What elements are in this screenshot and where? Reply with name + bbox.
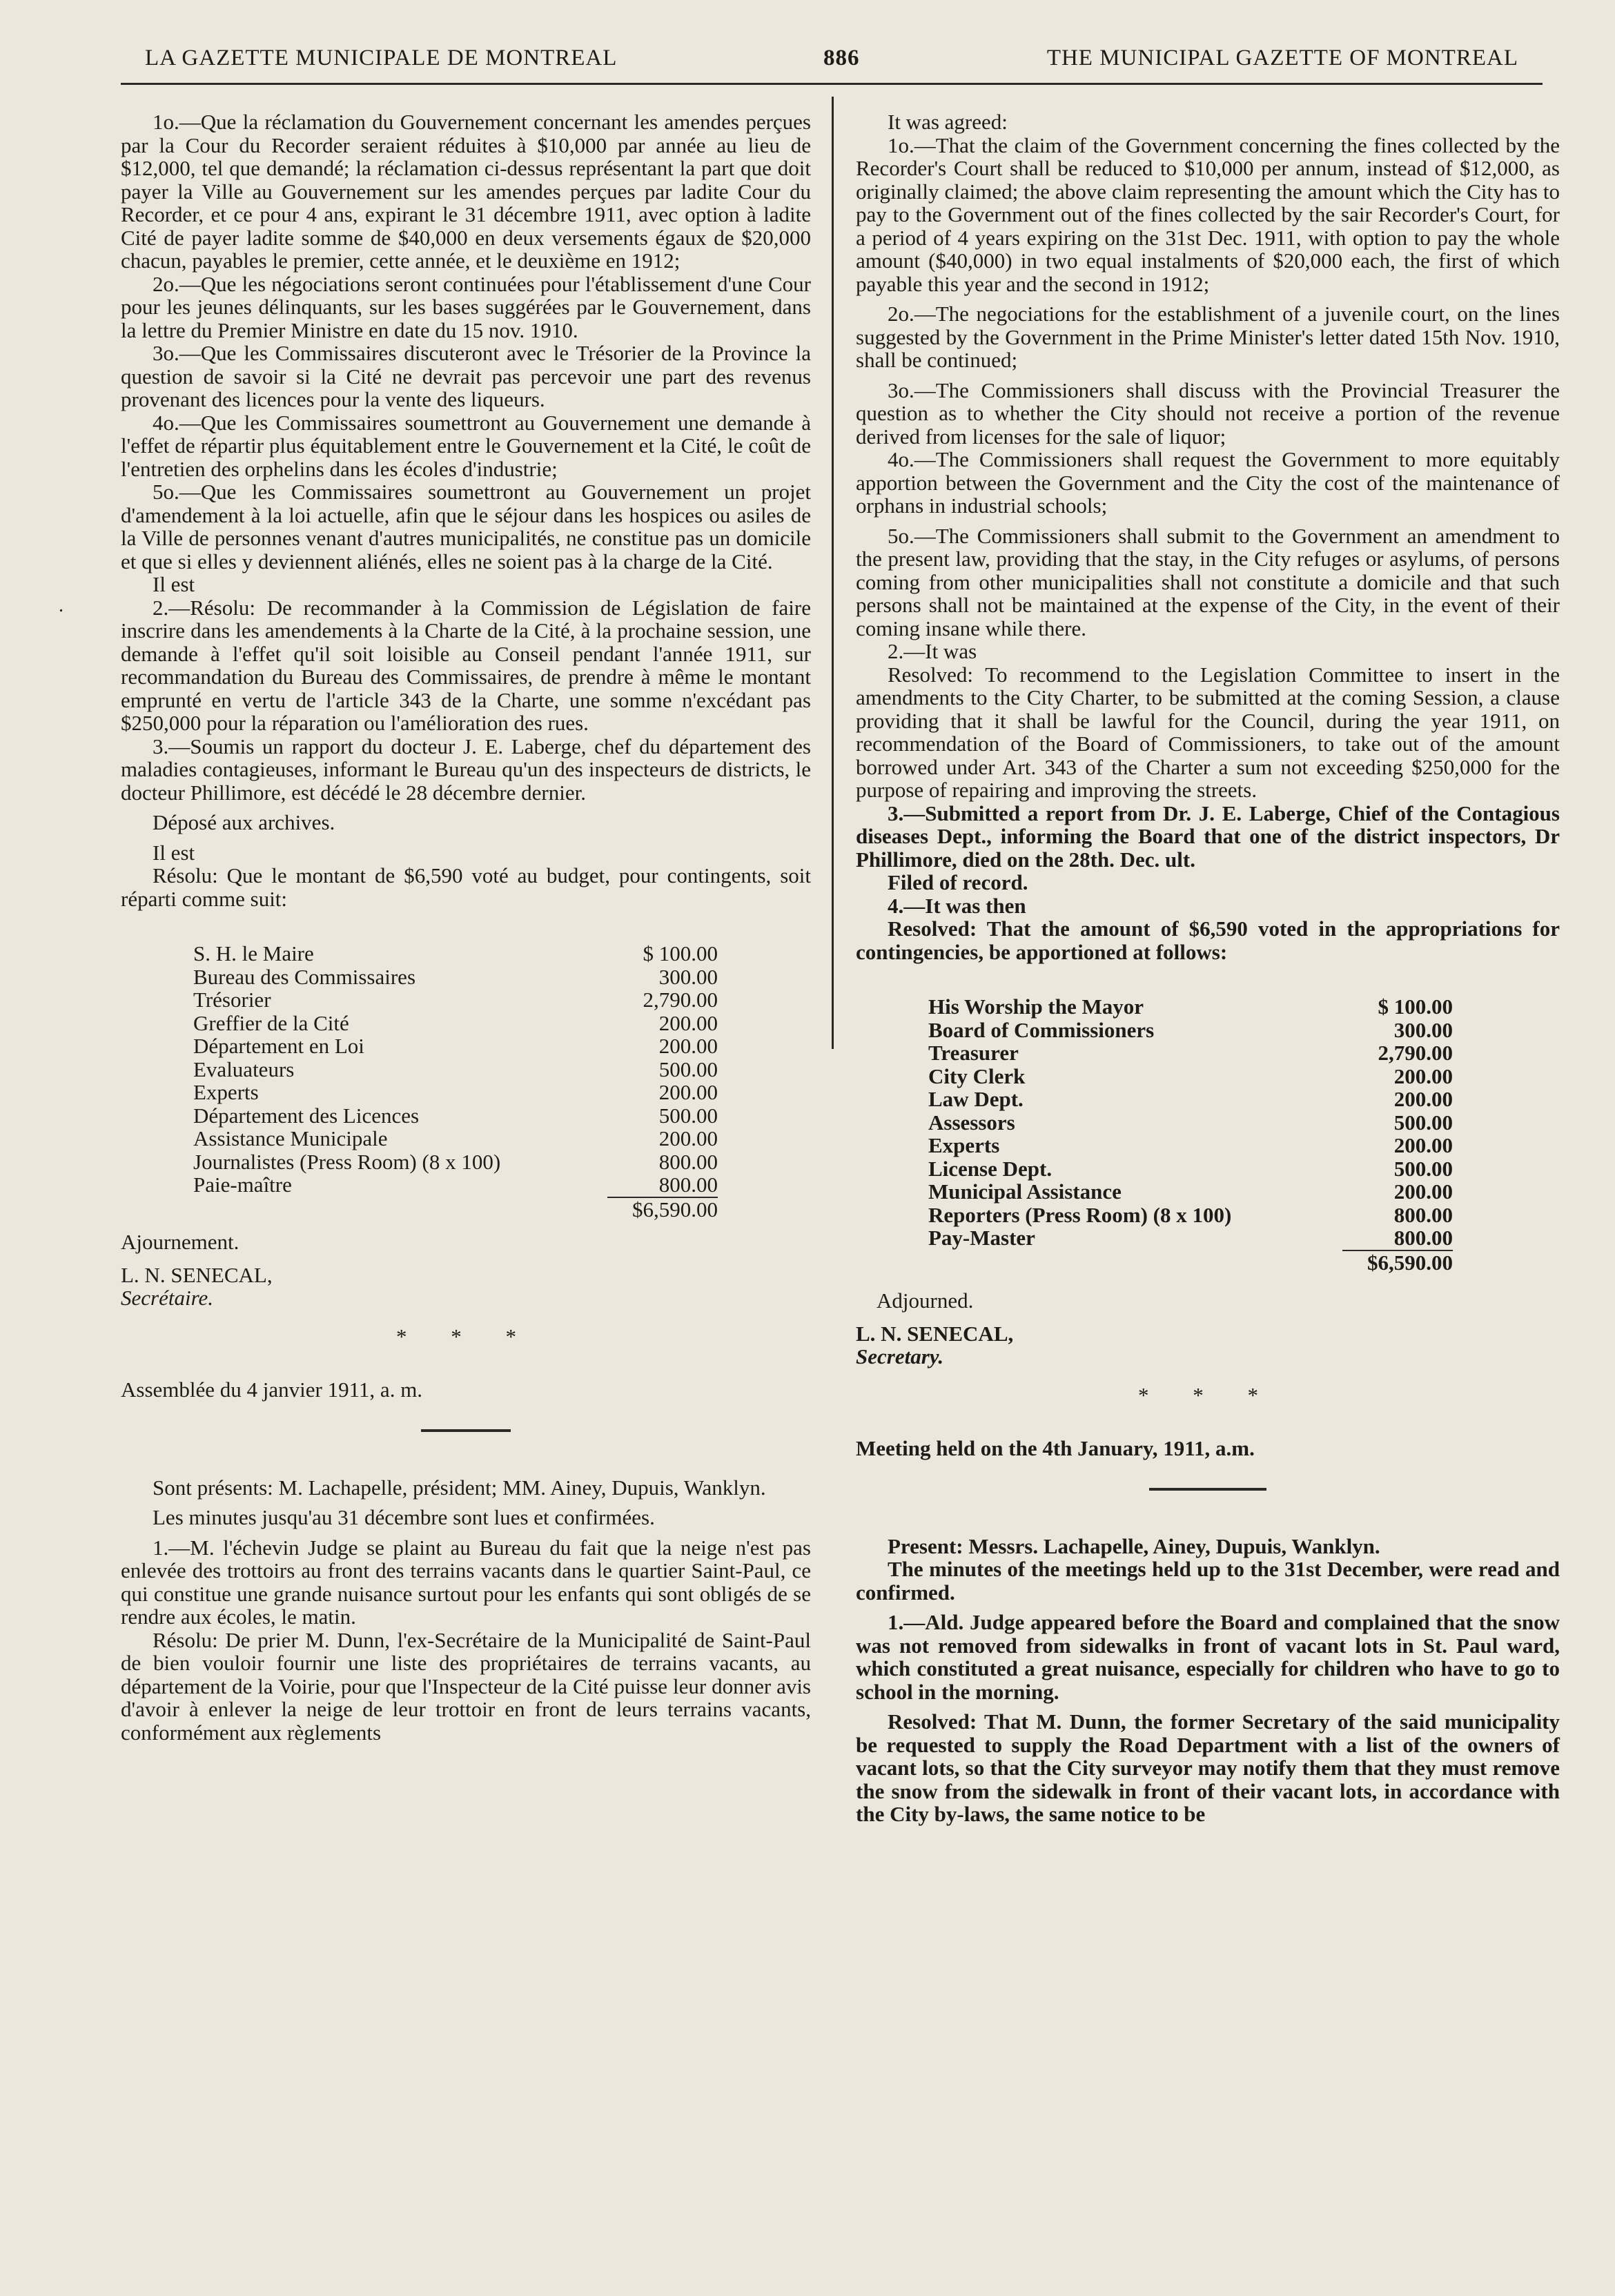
table-row	[928, 1134, 1453, 1157]
paragraph: Il est	[153, 572, 195, 596]
paragraph: 1o.—Que la réclamation du Gouvernement concernant les amendes perçues par la Cour du Recorder seraient réduites à $10,000 par année au lieu de $12,000, tel que demandé; la réclamation ci-dessus représentant la part que doit payer la Ville au Gouvernement sur les amendes perçues par ladite Cour du Recorder, et ce pour 4 ans, expirant le 31 décembre 1911, avec option à ladite Cité de payer ladite somme de $40,000 en deux versements égaux de $20,000 chacun, payables le premier, cette année, et le deuxième en 1912;	[121, 110, 811, 273]
budget-amount: 2,790.00	[643, 988, 718, 1012]
budget-amount: $ 100.00	[1378, 994, 1453, 1019]
budget-label: Pay-Master	[928, 1226, 1035, 1250]
budget-label: Greffier de la Cité	[193, 1010, 349, 1035]
budget-amount: 200.00	[658, 1126, 718, 1150]
table-row	[193, 988, 718, 1012]
budget-label: Reporters (Press Room) (8 x 100)	[928, 1202, 1232, 1227]
budget-amount: 300.00	[1393, 1017, 1453, 1042]
paragraph: 5o.—Que les Commissaires soumettront au Gouvernement un projet d'amendement à la loi actuelle, afin que le séjour dans les hospices ou asiles de la Ville de personnes venant d'autres municipalités, ne constitue pas un domicile et que si elles y deviennent aliénés, elles ne soient pas à la charge de la Cité.	[121, 480, 811, 573]
table-row	[193, 1150, 718, 1174]
page-number: 886	[823, 46, 860, 70]
table-row	[193, 1034, 718, 1058]
budget-amount: $ 100.00	[643, 941, 718, 965]
paragraph: 1.—M. l'échevin Judge se plaint au Bureau du fait que la neige n'est pas enlevée des trottoirs au front des terrains vacants dans le quartier Saint-Paul, ce qui constitue une grande nuisance surtout pour les enfants qui sont obligés de se rendre aux écoles, le matin.	[121, 1535, 811, 1629]
table-row	[193, 1104, 718, 1128]
english-column	[856, 110, 1560, 1826]
paragraph: Sont présents: M. Lachapelle, président; MM. Ainey, Dupuis, Wanklyn.	[153, 1475, 766, 1500]
paragraph: Résolu: Que le montant de $6,590 voté au budget, pour contingents, soit réparti comme suit:	[121, 863, 811, 911]
signature-title: Secretary.	[856, 1344, 944, 1368]
paragraph: 1o.—That the claim of the Government concerning the fines collected by the Recorder's Court shall be reduced to $10,000 per annum, instead of $12,000, as originally claimed; the above claim representing the amount which the City has to pay to the Government out of the fines collected by the sair Recorder's Court, for a period of 4 years expiring on the 31st Dec. 1911, with option to pay the whole amount ($40,000) in two equal instalments of $20,000 each, the first of which payable this year and the second in 1912;	[856, 133, 1560, 296]
paragraph: 5o.—The Commissioners shall submit to the Government an amendment to the present law, providing that the stay, in the City refuges or asylums, of persons coming from other municipalities shall not constitute a domicile and that such persons shall not be maintained at the expense of the City, in the event of their coming insane while there.	[856, 523, 1560, 640]
page-header	[145, 46, 1518, 76]
table-row	[193, 1173, 718, 1197]
budget-label: Bureau des Commissaires	[193, 964, 416, 989]
budget-label: Trésorier	[193, 988, 271, 1012]
budget-amount: 200.00	[1393, 1179, 1453, 1204]
paragraph: 4.—It was then	[888, 893, 1026, 918]
budget-label: His Worship the Mayor	[928, 994, 1144, 1019]
english-budget-table	[928, 995, 1453, 1274]
header-rule	[121, 83, 1543, 85]
paragraph: 2o.—Que les négociations seront continuées pour l'établissement d'une Cour pour les jeunes délinquants, sur les bases suggérées par le Gouvernement, dans la lettre du Premier Ministre en date du 15 nov. 1910.	[121, 271, 811, 342]
table-row	[193, 1012, 718, 1035]
budget-amount: 800.00	[1393, 1202, 1453, 1227]
adjourned-label: Adjourned.	[877, 1288, 974, 1313]
table-row-total	[193, 1197, 718, 1221]
budget-label: Board of Commissioners	[928, 1017, 1155, 1042]
budget-label: License Dept.	[928, 1156, 1053, 1181]
budget-label: Département en Loi	[193, 1034, 364, 1058]
table-row	[928, 1088, 1453, 1111]
section-stars: * * *	[396, 1324, 536, 1348]
paragraph: 3.—Submitted a report from Dr. J. E. Laberge, Chief of the Contagious diseases Dept., informing the Board that one of the district inspectors, Dr Phillimore, died on the 28th. Dec. ult.	[856, 801, 1560, 872]
budget-label: Assistance Municipale	[193, 1126, 388, 1150]
paragraph: The minutes of the meetings held up to the 31st December, were read and confirmed.	[856, 1557, 1560, 1605]
french-column	[121, 110, 811, 1744]
budget-amount: 200.00	[1393, 1133, 1453, 1157]
adjourned-label: Ajournement.	[121, 1230, 239, 1254]
table-row	[928, 1226, 1453, 1250]
table-row	[928, 1180, 1453, 1204]
table-row	[193, 1058, 718, 1081]
section-rule	[421, 1429, 511, 1432]
budget-amount: 200.00	[658, 1080, 718, 1104]
table-row	[928, 1157, 1453, 1181]
paragraph: 1.—Ald. Judge appeared before the Board and complained that the snow was not removed from sidewalks in front of vacant lots in St. Paul ward, which constituted a great nuisance, especially for children who have to go to school in the morning.	[856, 1610, 1560, 1704]
budget-amount: 800.00	[658, 1172, 718, 1197]
paragraph: Les minutes jusqu'au 31 décembre sont lues et confirmées.	[153, 1505, 655, 1529]
paragraph: 2.—It was	[888, 639, 977, 663]
budget-amount: 500.00	[1393, 1156, 1453, 1181]
signature-name: L. N. SENECAL,	[121, 1262, 273, 1287]
section-stars: * * *	[1138, 1382, 1278, 1407]
budget-amount: 500.00	[1393, 1110, 1453, 1135]
paragraph: 2.—Résolu: De recommander à la Commission de Législation de faire inscrire dans les amendements à la Charte de la Cité, à la prochaine session, une demande à l'effet qu'il soit loisible au Conseil pendant l'année 1911, sur recommandation du Bureau des Commissaires, de prendre à même le montant emprunté en vertu de l'article 343 de la Charte, une somme n'excédant pas $250,000 pour la réparation ou l'amélioration des rues.	[121, 595, 811, 735]
french-budget-table	[193, 942, 718, 1221]
signature-title: Secrétaire.	[121, 1286, 213, 1310]
paragraph: Resolved: To recommend to the Legislation Committee to insert in the amendments to the City Charter, to be submitted at the coming Session, a clause providing that it shall be lawful for the Council, during the year 1911, on recommendation of the Board of Commissioners, to take out of the amount borrowed under Art. 343 of the Charter a sum not exceeding $250,000 for the purpose of repairing and improving the streets.	[856, 662, 1560, 802]
signature-name: L. N. SENECAL,	[856, 1321, 1014, 1346]
budget-label: City Clerk	[928, 1063, 1026, 1088]
paragraph: 3o.—Que les Commissaires discuteront avec le Trésorier de la Province la question de savoir si la Cité ne devrait pas percevoir une part des revenus provenant des licences pour la vente des liqueurs.	[121, 341, 811, 411]
budget-amount: 200.00	[1393, 1087, 1453, 1111]
budget-amount: 800.00	[1393, 1226, 1453, 1250]
table-row	[928, 1204, 1453, 1227]
paragraph: Present: Messrs. Lachapelle, Ainey, Dupuis, Wanklyn.	[888, 1533, 1380, 1558]
budget-total: $6,590.00	[1367, 1250, 1453, 1275]
budget-label: Municipal Assistance	[928, 1179, 1122, 1204]
budget-label: Treasurer	[928, 1041, 1019, 1065]
table-row	[193, 1127, 718, 1150]
budget-label: Experts	[928, 1133, 1000, 1157]
budget-label: Journalistes (Press Room) (8 x 100)	[193, 1149, 501, 1174]
budget-amount: 500.00	[658, 1103, 718, 1128]
budget-label: Département des Licences	[193, 1103, 420, 1128]
paragraph: Il est	[153, 840, 195, 865]
table-row-total	[928, 1250, 1453, 1275]
budget-label: Paie-maître	[193, 1172, 292, 1197]
header-french-title: LA GAZETTE MUNICIPALE DE MONTREAL	[145, 46, 618, 70]
budget-amount: 500.00	[658, 1057, 718, 1081]
table-row	[928, 1041, 1453, 1065]
table-row	[193, 942, 718, 965]
table-row	[193, 1081, 718, 1104]
budget-label: Evaluateurs	[193, 1057, 295, 1081]
budget-amount: 200.00	[658, 1034, 718, 1058]
paragraph: 2o.—The negociations for the establishment of a juvenile court, on the lines suggested by the Government in the Prime Minister's letter dated 15th Nov. 1910, shall be continued;	[856, 302, 1560, 372]
budget-amount: 2,790.00	[1378, 1041, 1453, 1065]
paragraph: 3o.—The Commissioners shall discuss with the Provincial Treasurer the question as to whether the City should not receive a portion of the revenue derived from licenses for the sale of liquor;	[856, 377, 1560, 449]
section-rule	[1149, 1488, 1266, 1491]
budget-amount: 200.00	[1393, 1063, 1453, 1088]
paragraph: 4o.—Que les Commissaires soumettront au Gouvernement une demande à l'effet de répartir plus équitablement entre le Gouvernement et la Cité, le coût de l'entretien des orphelins dans les écoles d'industrie;	[121, 410, 811, 481]
paragraph: Filed of record.	[888, 870, 1028, 894]
header-english-title: THE MUNICIPAL GAZETTE OF MONTREAL	[1046, 46, 1518, 70]
paragraph: Resolved: That M. Dunn, the former Secretary of the said municipality be requested to supply the Road Department with a list of the owners of vacant lots, so that the City surveyor may notify them that they must remove the snow from the sidewalk in front of their vacant lots, in accordance with the City by-laws, the same notice to be	[856, 1709, 1560, 1826]
column-divider	[832, 97, 834, 1049]
budget-label: Law Dept.	[928, 1087, 1024, 1111]
table-row	[928, 1065, 1453, 1088]
paragraph: 4o.—The Commissioners shall request the Government to more equitably apportion between the Government and the City the cost of the maintenance of orphans in industrial schools;	[856, 447, 1560, 518]
budget-amount: 200.00	[658, 1010, 718, 1035]
paragraph: Résolu: De prier M. Dunn, l'ex-Secrétaire de la Municipalité de Saint-Paul de bien vouloir fournir une liste des propriétaires de terrains vacants, au département de la Voirie, pour que l'Inspecteur de la Cité puisse leur donner avis d'avoir à enlever la neige de leur trottoir en front de leurs terrains vacants, conformément aux règlements	[121, 1627, 811, 1745]
paragraph: It was agreed:	[888, 110, 1008, 134]
budget-amount: 800.00	[658, 1149, 718, 1174]
budget-total: $6,590.00	[632, 1197, 718, 1221]
budget-label: S. H. le Maire	[193, 941, 314, 965]
meeting-title: Meeting held on the 4th January, 1911, a.m.	[856, 1436, 1255, 1460]
budget-label: Assessors	[928, 1110, 1015, 1135]
margin-dot: .	[59, 595, 63, 616]
paragraph: Déposé aux archives.	[153, 810, 335, 834]
meeting-title: Assemblée du 4 janvier 1911, a. m.	[121, 1377, 423, 1402]
table-row	[928, 1111, 1453, 1135]
table-row	[193, 965, 718, 989]
table-row	[928, 995, 1453, 1019]
table-row	[928, 1019, 1453, 1042]
budget-amount: 300.00	[658, 964, 718, 989]
budget-label: Experts	[193, 1080, 259, 1104]
paragraph: 3.—Soumis un rapport du docteur J. E. Laberge, chef du département des maladies contagieuses, informant le Bureau qu'un des inspecteurs de districts, le docteur Phillimore, est décédé le 28 décembre dernier.	[121, 734, 811, 805]
paragraph: Resolved: That the amount of $6,590 voted in the appropriations for contingencies, be apportioned at follows:	[856, 916, 1560, 964]
